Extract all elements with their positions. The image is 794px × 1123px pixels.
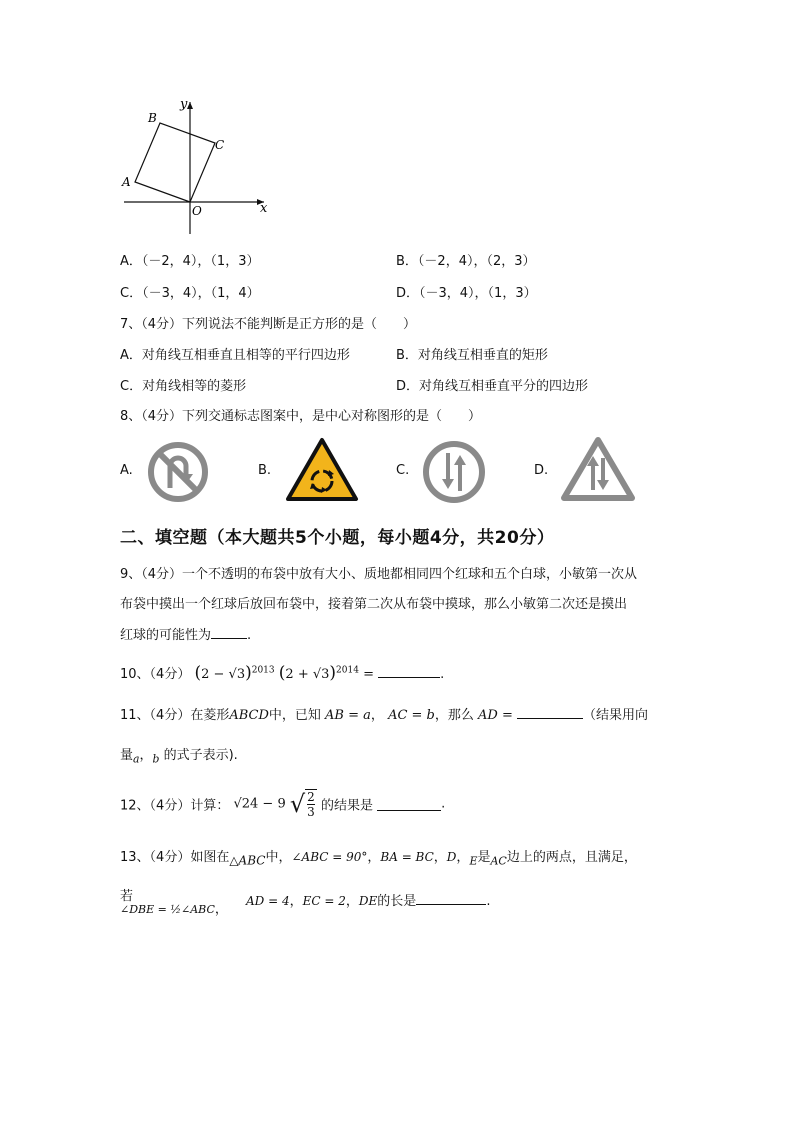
q11-mid-1: 中，已知 xyxy=(268,708,321,723)
q10-exponent-1: 2013 xyxy=(251,665,275,676)
coordinate-figure xyxy=(118,96,278,236)
q10-open-paren-2: ( xyxy=(278,663,286,683)
q8-stem: 8、（4分）下列交通标志图案中，是中心对称图形的是（ ） xyxy=(120,409,482,424)
q13-end: . xyxy=(486,894,491,909)
q12-frac-den: 3 xyxy=(307,805,315,819)
q12-frac-num: 2 xyxy=(307,790,315,804)
q11-line-1 xyxy=(120,704,648,723)
q11-vector-ab: AB = a xyxy=(325,708,371,723)
q13-angle: ∠ABC = 90° xyxy=(291,850,368,864)
section-2-heading: 二、填空题（本大题共5个小题，每小题4分，共20分） xyxy=(120,528,555,548)
q7-option-a[interactable]: A．对角线互相垂直且相等的平行四边形 xyxy=(120,348,350,363)
q10-answer-blank[interactable] xyxy=(378,665,440,678)
q11-prefix: 11、（4分）在菱形 xyxy=(120,708,230,723)
q11-line-2 xyxy=(120,744,238,766)
q12-radical-sign: √ xyxy=(289,790,306,818)
q11-shape: ABCD xyxy=(229,708,269,723)
q7-stem: 7、（4分）下列说法不能判断是正方形的是（ ） xyxy=(120,317,417,332)
q9-end: . xyxy=(247,628,252,643)
q13-c1: ， xyxy=(367,850,381,865)
q11-mid-2: ，那么 xyxy=(434,708,474,723)
q11-comma: ， xyxy=(139,748,153,763)
q12-line xyxy=(120,789,445,819)
q13-c6: ， xyxy=(345,894,359,909)
q13-prefix: 13、（4分）如图在 xyxy=(120,850,230,865)
square-oabc xyxy=(135,123,215,202)
q13-ec: EC = 2 xyxy=(302,894,346,908)
q9-line-3 xyxy=(120,624,251,643)
q9-line-3-text: 红球的可能性为 xyxy=(120,628,212,643)
q10-exponent-2: 2014 xyxy=(336,665,359,676)
q12-answer-blank[interactable] xyxy=(377,798,441,811)
two-way-warning-sign-icon[interactable] xyxy=(560,436,636,504)
q10-prefix: 10、（4分） xyxy=(120,667,191,682)
label-x: x xyxy=(260,201,268,216)
q13-condition: ∠DBE = ½∠ABC xyxy=(120,903,215,916)
q8-option-d-label[interactable]: D. xyxy=(534,463,549,478)
q13-ba-eq-bc: BA = BC xyxy=(380,850,434,864)
q12-end: . xyxy=(441,796,446,812)
q13-c4: ， xyxy=(214,902,228,917)
q11-vector-ac: AC = b xyxy=(388,708,435,723)
q13-line-1 xyxy=(120,846,637,868)
q11-tail: （结果用向 xyxy=(583,708,649,723)
q13-ac: AC xyxy=(490,854,507,868)
q7-option-b[interactable]: B．对角线互相垂直的矩形 xyxy=(396,348,548,363)
q13-e: E xyxy=(469,854,478,868)
q9-line-2: 布袋中摸出一个红球后放回布袋中，接着第二次从布袋中摸球，那么小敏第二次还是摸出 xyxy=(120,597,628,612)
q11-vector-ad: AD = xyxy=(478,708,513,723)
q13-zhong: 中， xyxy=(265,850,292,865)
q13-c5: ， xyxy=(289,894,303,909)
q10-base-1: 2 − √3 xyxy=(201,667,246,682)
q11-answer-blank[interactable] xyxy=(517,706,583,719)
q10-line xyxy=(120,663,444,683)
q11-line-2-end: 的式子表示). xyxy=(163,748,238,763)
q13-c2: ， xyxy=(433,850,447,865)
roundabout-warning-sign-icon[interactable] xyxy=(285,437,359,503)
q13-ad: AD = 4 xyxy=(246,894,290,908)
q11-var-a: a xyxy=(133,752,140,766)
q11-var-b: b xyxy=(152,752,160,766)
q12-expression: √24 − 9 xyxy=(233,796,286,812)
q13-triangle: △ABC xyxy=(229,853,266,868)
q13-de: DE xyxy=(358,894,378,908)
q13-line-3 xyxy=(120,898,228,917)
q11-sep: ， xyxy=(370,708,384,723)
q7-option-c[interactable]: C．对角线相等的菱形 xyxy=(120,379,247,394)
q10-equals: = xyxy=(363,667,374,682)
two-way-traffic-sign-icon[interactable] xyxy=(421,439,487,505)
q12-prefix: 12、（4分）计算： xyxy=(120,798,230,814)
label-o: O xyxy=(192,204,202,218)
no-u-turn-sign-icon[interactable] xyxy=(146,440,210,504)
q9-answer-blank[interactable] xyxy=(211,626,247,639)
q11-line-2-start: 量 xyxy=(120,748,134,763)
q10-close-paren-2: ) xyxy=(329,663,337,683)
q13-c3: ， xyxy=(456,850,470,865)
q9-line-1: 9、（4分）一个不透明的布袋中放有大小、质地都相同四个红球和五个白球，小敏第一次从 xyxy=(120,567,638,582)
label-c: C xyxy=(215,138,225,152)
q13-shi: 是 xyxy=(477,850,491,865)
q13-line-2-rest xyxy=(246,890,490,909)
q8-option-b-label[interactable]: B. xyxy=(258,463,272,478)
q6-option-a[interactable]: A．（－2，4），（1，3） xyxy=(120,254,260,269)
q6-option-d[interactable]: D．（－3，4），（1，3） xyxy=(396,286,537,301)
label-b: B xyxy=(148,111,157,125)
q10-base-2: 2 + √3 xyxy=(285,667,330,682)
q7-option-d[interactable]: D．对角线互相垂直平分的四边形 xyxy=(396,379,589,394)
q10-end: . xyxy=(440,667,445,682)
q10-close-paren-1: ) xyxy=(245,663,252,683)
q8-option-c-label[interactable]: C. xyxy=(396,463,410,478)
y-axis-arrow xyxy=(187,102,193,109)
q13-answer-blank[interactable] xyxy=(416,892,486,905)
q13-ruo: 若 xyxy=(120,889,134,904)
q12-suffix: 的结果是 xyxy=(320,798,373,814)
label-a: A xyxy=(122,175,131,189)
q6-option-c[interactable]: C．（－3，4），（1，4） xyxy=(120,286,260,301)
q12-fraction xyxy=(305,789,317,819)
label-y: y xyxy=(180,97,188,112)
q13-line-1-tail: 边上的两点，且满足， xyxy=(506,850,637,865)
q10-open-paren-1: ( xyxy=(194,663,202,683)
q6-option-b[interactable]: B．（－2，4），（2，3） xyxy=(396,254,536,269)
q12-sqrt-fraction xyxy=(290,789,317,819)
q13-d: D xyxy=(446,850,457,864)
q8-option-a-label[interactable]: A. xyxy=(120,463,133,478)
q13-tail: 的长是 xyxy=(377,894,417,909)
